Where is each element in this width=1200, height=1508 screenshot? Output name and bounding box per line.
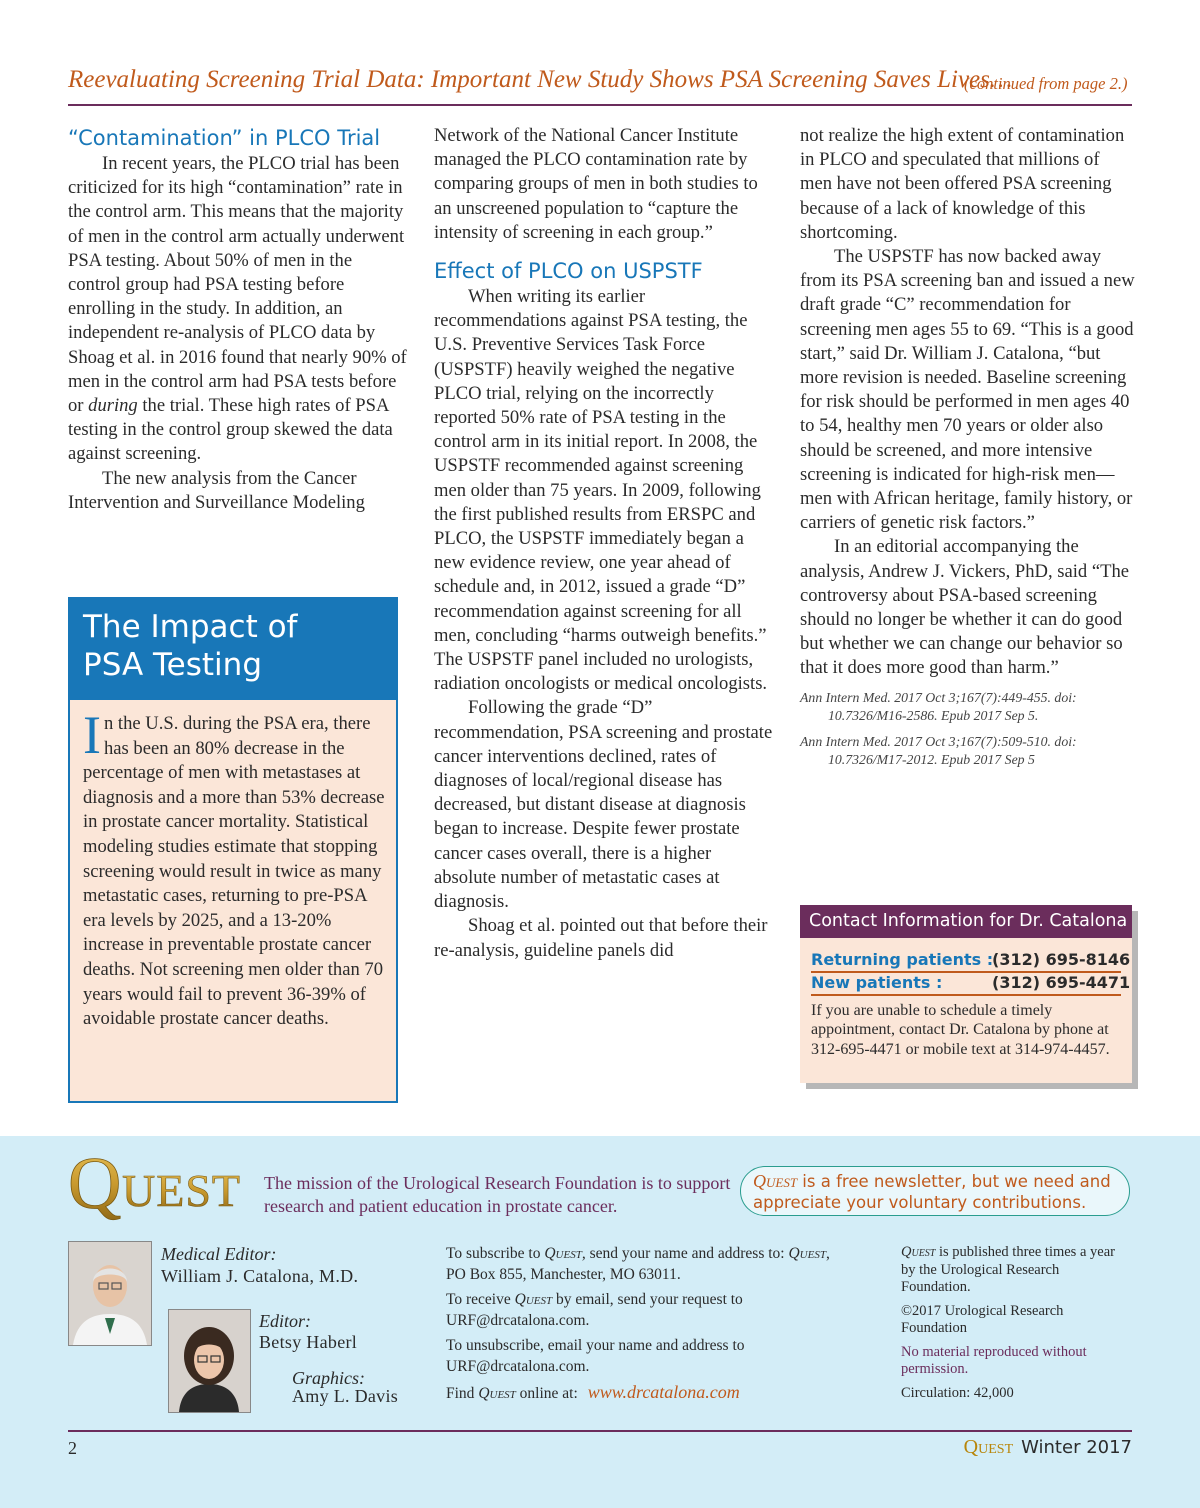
portrait-icon xyxy=(69,1242,151,1345)
graphics-role: Graphics: xyxy=(292,1368,365,1388)
section-heading-contamination: “Contamination” in PLCO Trial xyxy=(68,126,381,150)
medical-editor-photo xyxy=(68,1241,152,1346)
issue-label xyxy=(964,1436,1132,1459)
new-patients-label: New patients : xyxy=(811,973,943,992)
returning-patients-label: Returning patients : xyxy=(811,950,994,969)
contact-box-title: Contact Information for Dr. Catalona xyxy=(800,905,1132,938)
mission-statement: The mission of the Urological Research Foundation is to support research and patient education in prostate cancer. xyxy=(264,1173,731,1216)
impact-box-title-line1: The Impact of xyxy=(83,609,298,645)
header-divider xyxy=(68,104,1132,106)
article-column-2 xyxy=(434,124,774,963)
find-online: Find Quest online at: www.drcatalona.com xyxy=(446,1382,740,1402)
reference-citation: Ann Intern Med. 2017 Oct 3;167(7):449-455. doi: 10.7326/M16-2586. Epub 2017 Sep 5. xyxy=(800,689,1077,723)
subscribe-instructions: To subscribe to Quest, send your name and address to: Quest, PO Box 855, Manchester, MO 63011. xyxy=(446,1245,830,1283)
medical-editor-role: Medical Editor: xyxy=(161,1244,277,1264)
continued-note: (continued from page 2.) xyxy=(964,74,1128,93)
paragraph: The USPSTF has now backed away from its PSA screening ban and issued a new draft grade “C” recommendation for screening men ages 55 to 69. “This is a good start,” said Dr. William J. Catalona, “but more revision is needed. Baseline screening for risk should be performed in men ages 40 to 54, healthy men 70 years or older also should be screened, and more intensive screening is indicated for high-risk men—men with African heritage, family history, or carriers of genetic risk factors.” xyxy=(800,246,1135,534)
editor-role: Editor: xyxy=(259,1311,311,1331)
quest-logo-letters-uest: UEST xyxy=(122,1165,241,1216)
paragraph: In recent years, the PLCO trial has been criticized for its high “contamination” rate in the control arm. This means that the majority of men in the control arm actually underwent PSA testing. About 50% of men in the control group had PSA testing before enrolling in the study. In addition, an independent re-analysis of PLCO data by Shoag et al. in 2016 found that nearly 90% of men in the control arm had PSA tests before or during the trial. These high rates of PSA testing in the control group skewed the data against screening. xyxy=(68,153,407,465)
portrait-icon xyxy=(169,1310,250,1412)
issue-date: Winter 2017 xyxy=(1021,1437,1132,1458)
graphics-name: Amy L. Davis xyxy=(292,1386,399,1406)
quest-logo-letter-q: Q xyxy=(68,1148,122,1224)
paragraph: The new analysis from the Cancer Intervention and Surveillance Modeling xyxy=(68,467,365,513)
article-column-3 xyxy=(800,124,1135,769)
impact-of-psa-testing-box xyxy=(68,597,398,1103)
subscription-info xyxy=(446,1244,846,1410)
quest-logo xyxy=(66,1148,250,1224)
contact-information-box xyxy=(800,905,1132,1083)
new-patients-row xyxy=(811,972,1131,996)
new-patients-phone[interactable]: (312) 695-4471 xyxy=(992,973,1131,992)
paragraph: In an editorial accompanying the analysis, Andrew J. Vickers, PhD, said “The controversy about PSA-based screening should no longer be whether it can do good but whether we can change our behavior so that it does more good than harm.” xyxy=(800,536,1130,679)
impact-box-title-line2: PSA Testing xyxy=(83,647,262,683)
paragraph: Shoag et al. pointed out that before their re-analysis, guideline panels did xyxy=(434,915,768,961)
medical-editor-name: William J. Catalona, M.D. xyxy=(161,1266,359,1286)
website-link[interactable]: www.drcatalona.com xyxy=(587,1382,740,1402)
email-subscribe-instructions: To receive Quest by email, send your request to URF@drcatalona.com. xyxy=(446,1291,743,1329)
paragraph: Network of the National Cancer Institute managed the PLCO contamination rate by comparing groups of men in both studies to an unscreened population to “capture the intensity of screening in each group.” xyxy=(434,125,758,243)
circulation: Circulation: 42,000 xyxy=(901,1384,1014,1401)
footer-divider xyxy=(68,1430,1132,1432)
contact-note: If you are unable to schedule a timely appointment, contact Dr. Catalona by phone at 312-695-4471 or mobile text at 314-974-4457. xyxy=(811,1002,1110,1058)
free-newsletter-text: Quest is a free newsletter, but we need and appreciate your voluntary contributions. xyxy=(753,1171,1111,1212)
drop-cap: I xyxy=(83,705,101,765)
issue-quest-wordmark: Quest xyxy=(963,1436,1014,1458)
section-heading-effect-of-plco: Effect of PLCO on USPSTF xyxy=(434,259,703,284)
paragraph: When writing its earlier recommendations against PSA testing, the U.S. Preventive Services Task Force (USPSTF) heavily weighed the negative PLCO trial, relying on the incorrectly reported 50% rate of PSA testing in the control arm in its initial report. In 2008, the USPSTF recommended against screening men older than 75 years. In 2009, following the first published results from ERSPC and PLCO, the USPSTF immediately began a new evidence review, one year ahead of schedule and, in 2012, issued a grade “D” recommendation against screening for all men, concluding “harms outweigh benefits.” The USPSTF panel included no urologists, radiation oncologists or medical oncologists. xyxy=(434,286,768,695)
article-column-1 xyxy=(68,124,408,515)
free-newsletter-callout xyxy=(740,1166,1130,1216)
impact-box-body: In the U.S. during the PSA era, there has been an 80% decrease in the percentage of men with metastases at diagnosis and a more than 53% decrease in prostate cancer mortality. Statistical modeling studies estimate that stopping screening would result in twice as many metastatic cases, returning to pre-PSA era levels by 2025, and a 13-20% increase in preventable prostate cancer deaths. Not screening men older than 70 years would fail to prevent 36-39% of avoidable prostate cancer deaths. xyxy=(83,705,385,1030)
paragraph: Following the grade “D” recommendation, PSA screening and prostate cancer interventions declined, rates of diagnoses of local/regional disease has decreased, but distant disease at diagnosis began to increase. Despite fewer prostate cancer cases overall, there is a higher absolute number of metastatic cases at diagnosis. xyxy=(434,697,773,913)
reproduction-notice: No material reproduced without permission. xyxy=(901,1343,1087,1377)
publication-frequency: Quest is published three times a year by the Urological Research Foundation. xyxy=(901,1244,1115,1295)
paragraph: not realize the high extent of contamination in PLCO and speculated that millions of men have not been offered PSA screening because of a lack of knowledge of this shortcoming. xyxy=(800,125,1125,243)
impact-box-header xyxy=(70,599,396,700)
editor-name: Betsy Haberl xyxy=(259,1332,358,1352)
unsubscribe-instructions: To unsubscribe, email your name and address to URF@drcatalona.com. xyxy=(446,1337,745,1375)
returning-patients-phone[interactable]: (312) 695-8146 xyxy=(992,950,1131,969)
reference-citation: Ann Intern Med. 2017 Oct 3;167(7):509-510. doi: 10.7326/M17-2012. Epub 2017 Sep 5 xyxy=(800,733,1077,767)
running-header-title: Reevaluating Screening Trial Data: Important New Study Shows PSA Screening Saves Lives… xyxy=(68,66,1013,93)
publication-info xyxy=(901,1244,1131,1408)
editor-photo xyxy=(168,1309,251,1413)
returning-patients-row xyxy=(811,949,1131,973)
copyright: ©2017 Urological Research Foundation xyxy=(901,1302,1064,1336)
page-number: 2 xyxy=(68,1438,77,1458)
